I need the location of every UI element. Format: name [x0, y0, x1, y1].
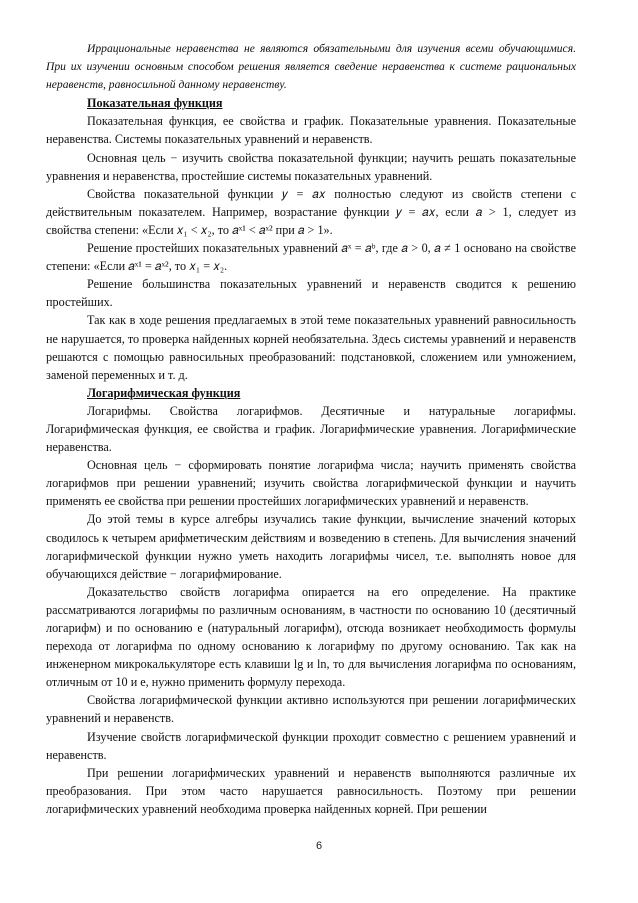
paragraph: Показательная функция, ее свойства и график. Показательные уравнения. Показательные неравенства. Системы показательных уравнений и неравенств.	[46, 114, 576, 147]
paragraph: Логарифмы. Свойства логарифмов. Десятичные и натуральные логарифмы. Логарифмическая функция, ее свойства и график. Логарифмические уравнения. Логарифмические неравенства.	[46, 403, 576, 455]
paragraph: Решение большинства показательных уравнений и неравенств сводится к решению простейших.	[46, 277, 576, 310]
paragraph: Свойства показательной функции 𝑦 = 𝑎𝑥 полностью следуют из свойств степени с действительным показателем. Например, возрастание функции 𝑦 = 𝑎𝑥, если 𝑎 > 1, следует из свойства степени: «Если 𝑥₁ < 𝑥₂, то 𝑎ˣ¹ < 𝑎ˣ² при 𝑎 > 1».	[46, 186, 576, 237]
paragraph: При решении логарифмических уравнений и неравенств выполняются различные их преобразования. При этом часто нарушается равносильность. Поэтому при решении логарифмических уравнений необходима проверка найденных корней. При решении	[46, 765, 576, 816]
intro-paragraph: Иррациональные неравенства не являются обязательными для изучения всеми обучающимися. При их изучении основным способом решения является сведение неравенства к системе рациональных неравенств, равносильной данному неравенству.	[46, 42, 576, 92]
paragraph: Изучение свойств логарифмической функции проходит совместно с решением уравнений и неравенств.	[46, 729, 576, 762]
paragraph: До этой темы в курсе алгебры изучались такие функции, вычисление значений которых сводилось к четырем арифметическим действиям и возведению в степень. Для вычисления значений логарифмической функции нужно уметь находить логарифмы чисел, т.е. выполнять новое для обучающихся действие − логарифмирование.	[46, 512, 576, 581]
paragraph: Основная цель − сформировать понятие логарифма числа; научить применять свойства логарифмов при решении уравнений; изучить свойства логарифмической функции и научить применять ее свойства при решении простейших логарифмических уравнений и неравенств.	[46, 458, 576, 509]
paragraph: Доказательство свойств логарифма опирается на его определение. На практике рассматриваются логарифмы по различным основаниям, в частности по основанию 10 (десятичный логарифм) и по основанию e (натуральный логарифм), отсюда возникает необходимость формулы перехода от логарифма по одному основанию к логарифму по другому основанию. Так как на инженерном микрокалькуляторе есть клавиши lg и ln, то для вычисления логарифма по основаниям, отличным от 10 и e, нужно применить формулу перехода.	[46, 584, 576, 690]
section-heading-exponential: Показательная функция	[87, 96, 223, 111]
section-heading-logarithmic: Логарифмическая функция	[87, 385, 241, 400]
paragraph: Решение простейших показательных уравнений 𝑎ˣ = 𝑎ᵇ, где 𝑎 > 0, 𝑎 ≠ 1 основано на свойстве степени: «Если 𝑎ˣ¹ = 𝑎ˣ², то 𝑥₁ = 𝑥₂.	[46, 241, 576, 274]
page-number: 6	[315, 840, 323, 852]
page-body	[46, 40, 576, 818]
paragraph: Свойства логарифмической функции активно используются при решении логарифмических уравнений и неравенств.	[46, 693, 576, 726]
paragraph: Основная цель − изучить свойства показательной функции; научить решать показательные уравнения и неравенства, простейшие системы показательных уравнений.	[46, 150, 576, 183]
paragraph: Так как в ходе решения предлагаемых в этой теме показательных уравнений равносильность не нарушается, то проверка найденных корней необязательна. Здесь системы уравнений и неравенств решаются с помощью равносильных преобразований: подстановкой, сложением или умножением, заменой переменных и т. д.	[46, 313, 576, 382]
